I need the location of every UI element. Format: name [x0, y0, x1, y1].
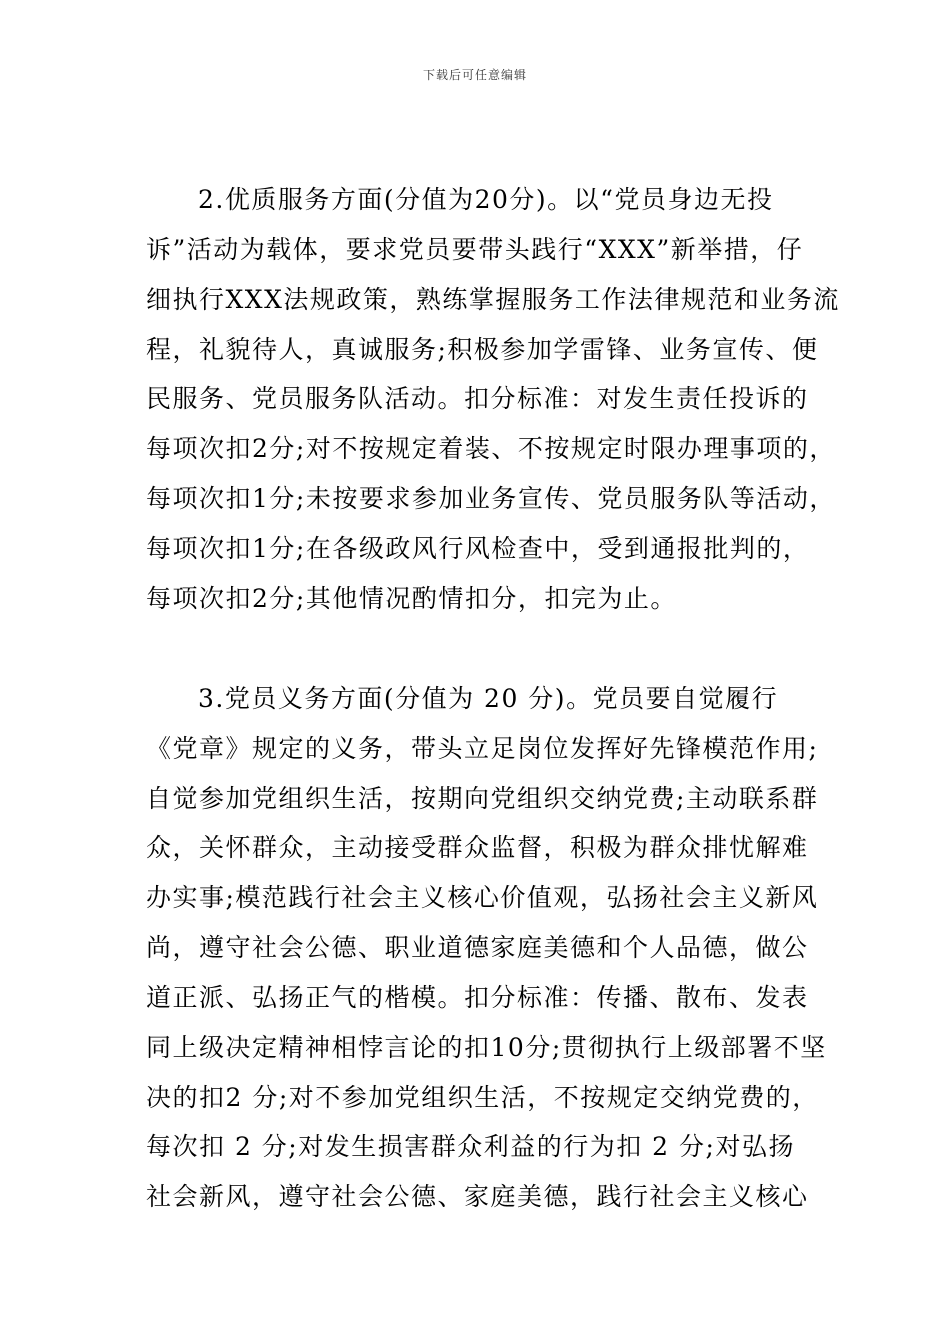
paragraph-line: 每次扣 2 分;对发生损害群众利益的行为扣 2 分;对弘扬 [146, 1132, 795, 1161]
paragraph-line: 《党章》规定的义务，带头立足岗位发挥好先锋模范作用; [146, 734, 819, 763]
paragraph-line: 尚，遵守社会公德、职业道德家庭美德和个人品德，做公 [146, 933, 809, 962]
paragraph-line: 同上级决定精神相悖言论的扣10分;贯彻执行上级部署不坚 [146, 1033, 827, 1062]
paragraph-line: 每项次扣2分;对不按规定着装、不按规定时限办理事项的， [146, 434, 836, 463]
paragraph-line: 社会新风，遵守社会公德、家庭美德，践行社会主义核心 [146, 1182, 809, 1211]
paragraph-line: 2.优质服务方面(分值为20分)。以“党员身边无投 [198, 185, 774, 214]
paragraph-line: 民服务、党员服务队活动。扣分标准：对发生责任投诉的 [146, 384, 809, 413]
paragraph-line: 每项次扣1分;在各级政风行风检查中，受到通报批判的， [146, 534, 810, 563]
paragraph-line: 3.党员义务方面(分值为 20 分)。党员要自觉履行 [198, 684, 779, 713]
paragraph-line: 诉”活动为载体，要求党员要带头践行“XXX”新举措，仔 [146, 235, 804, 264]
paragraph-line: 细执行XXX法规政策，熟练掌握服务工作法律规范和业务流 [146, 285, 840, 314]
paragraph-line: 决的扣2 分;对不参加党组织生活，不按规定交纳党费的， [146, 1083, 819, 1112]
paragraph-line: 每项次扣2分;其他情况酌情扣分，扣完为止。 [146, 584, 677, 613]
paragraph-line: 道正派、弘扬正气的楷模。扣分标准：传播、散布、发表 [146, 983, 809, 1012]
page-header: 下载后可任意编辑 [422, 68, 527, 82]
paragraph-line: 每项次扣1分;未按要求参加业务宣传、党员服务队等活动， [146, 484, 836, 513]
paragraph-line: 众，关怀群众，主动接受群众监督，积极为群众排忧解难 [146, 833, 809, 862]
paragraph-line: 程，礼貌待人，真诚服务;积极参加学雷锋、业务宣传、便 [146, 335, 819, 364]
paragraph-line: 办实事;模范践行社会主义核心价值观，弘扬社会主义新风 [146, 883, 819, 912]
paragraph-line: 自觉参加党组织生活，按期向党组织交纳党费;主动联系群 [146, 784, 819, 813]
